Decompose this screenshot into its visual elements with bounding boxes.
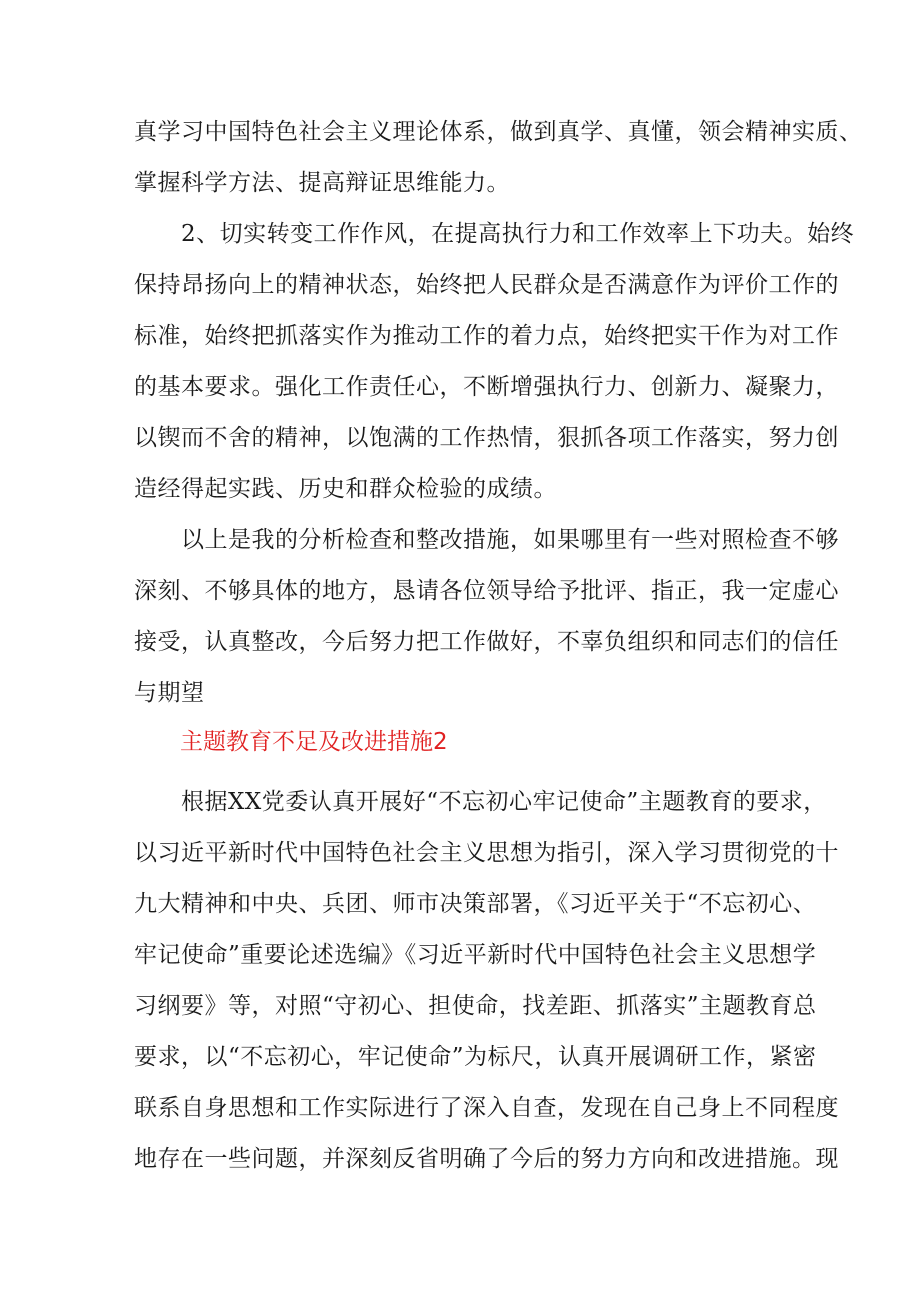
- paragraph-conclusion: [134, 515, 839, 719]
- text-line: 联系自身思想和工作实际进行了深入自查，发现在自己身上不同程度: [134, 1095, 839, 1121]
- text-line: 保持昂扬向上的精神状态，始终把人民群众是否满意作为评价工作的: [134, 272, 839, 298]
- text-line: 以锲而不舍的精神，以饱满的工作热情，狠抓各项工作落实，努力创: [134, 425, 839, 451]
- text-line: 九大精神和中央、兵团、师市决策部署，《习近平关于“不忘初心、: [134, 891, 817, 917]
- text-line: 以上是我的分析检查和整改措施，如果哪里有一些对照检查不够: [134, 527, 839, 553]
- text-line: 与期望: [134, 680, 205, 706]
- text-line: 造经得起实践、历史和群众检验的成绩。: [134, 476, 557, 502]
- text-line: 根据XX党委认真开展好“不忘初心牢记使命”主题教育的要求，: [134, 789, 827, 815]
- section-heading: 主题教育不足及改进措施2: [180, 729, 448, 755]
- text-line: 深刻、不够具体的地方，恳请各位领导给予批评、指正，我一定虚心: [134, 578, 839, 604]
- text-line: 牢记使命”重要论述选编》《习近平新时代中国特色社会主义思想学: [134, 942, 817, 968]
- text-line: 接受，认真整改，今后努力把工作做好，不辜负组织和同志们的信任: [134, 629, 839, 655]
- paragraph-work-style: [134, 209, 855, 515]
- text-line: 标准，始终把抓落实作为推动工作的着力点，始终把实干作为对工作: [134, 323, 839, 349]
- text-line: 掌握科学方法、提高辩证思维能力。: [134, 170, 510, 196]
- text-line: 要求，以“不忘初心，牢记使命”为标尺，认真开展调研工作，紧密: [134, 1044, 817, 1070]
- paragraph-introduction: [134, 777, 839, 1185]
- text-line: 习纲要》等，对照“守初心、担使命，找差距、抓落实”主题教育总: [134, 993, 817, 1019]
- text-line: 2、切实转变工作作风，在提高执行力和工作效率上下功夫。始终: [134, 221, 855, 247]
- text-line: 以习近平新时代中国特色社会主义思想为指引，深入学习贯彻党的十: [134, 840, 839, 866]
- text-line: 真学习中国特色社会主义理论体系，做到真学、真懂，领会精神实质、: [134, 119, 863, 145]
- text-line: 地存在一些问题，并深刻反省明确了今后的努力方向和改进措施。现: [134, 1146, 839, 1172]
- paragraph-study-theory: [134, 107, 863, 209]
- text-line: 的基本要求。强化工作责任心，不断增强执行力、创新力、凝聚力，: [134, 374, 839, 400]
